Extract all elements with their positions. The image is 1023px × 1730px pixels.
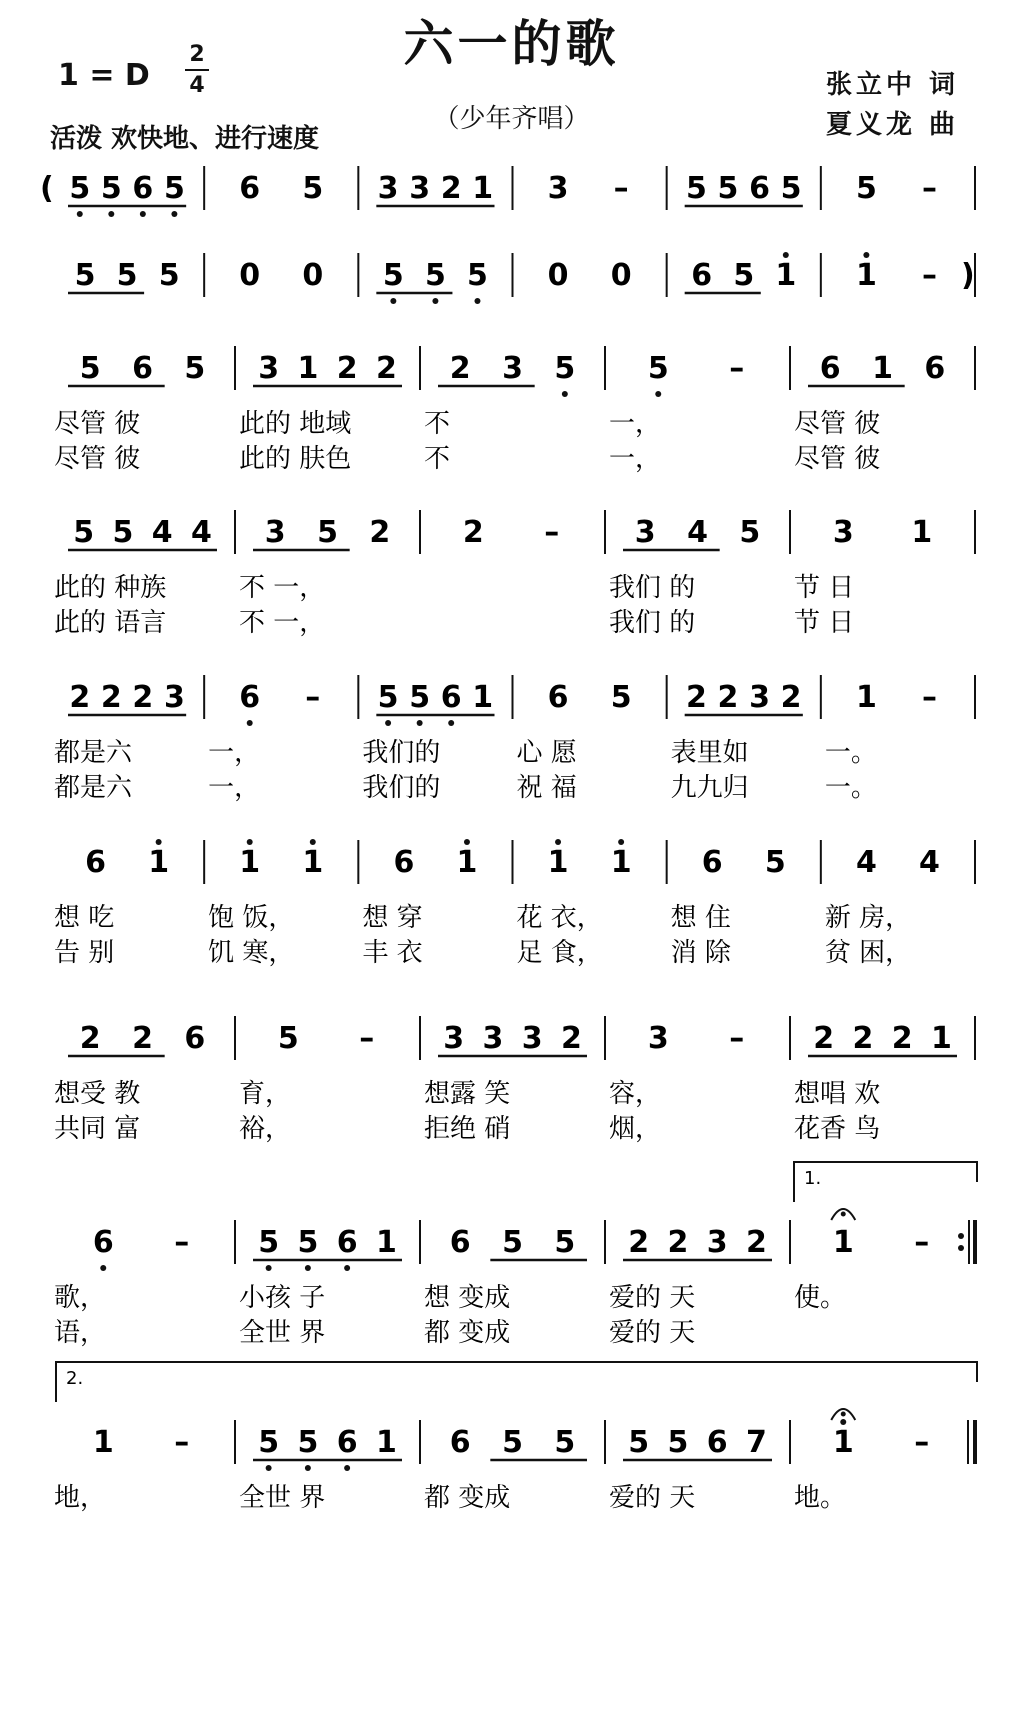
- note: 5: [73, 515, 95, 550]
- lyric: 此的 种族: [54, 573, 167, 603]
- note: 3: [634, 515, 656, 550]
- high-octave-dot: [618, 839, 624, 845]
- note: 5: [297, 1225, 319, 1260]
- note: 5: [733, 258, 755, 293]
- low-octave-dot: [655, 391, 661, 397]
- low-octave-dot: [344, 1465, 350, 1471]
- note: 6: [336, 1225, 358, 1260]
- note: 3: [521, 1021, 543, 1056]
- note: 1: [855, 680, 877, 715]
- lyric: 都 变成: [424, 1483, 511, 1513]
- low-octave-dot: [140, 211, 146, 217]
- note: 3: [547, 171, 569, 206]
- open-paren: (: [40, 171, 54, 206]
- note: 2: [369, 515, 391, 550]
- performance-note: （少年齐唱）: [433, 104, 590, 134]
- lyric: 想 吃: [54, 903, 115, 933]
- lyric: 表里如: [670, 738, 749, 768]
- note: 3: [264, 515, 286, 550]
- note: –: [359, 1021, 375, 1056]
- lyric: 全世 界: [239, 1318, 326, 1348]
- lyric: 想 住: [670, 903, 731, 933]
- lyric: 饱 饭，: [208, 903, 295, 933]
- note: 0: [302, 258, 324, 293]
- lyric: 新 房，: [824, 903, 912, 933]
- note: 7: [745, 1425, 767, 1460]
- note: 2: [79, 1021, 101, 1056]
- note: 2: [100, 680, 122, 715]
- note: 2: [375, 351, 397, 386]
- lyric: 不 一，: [239, 608, 326, 638]
- low-octave-dot: [77, 211, 83, 217]
- lyric: 此的 地域: [239, 409, 352, 439]
- note: 2: [852, 1021, 874, 1056]
- high-octave-dot: [247, 839, 253, 845]
- note: 3: [258, 351, 280, 386]
- high-octave-dot: [310, 839, 316, 845]
- low-octave-dot: [100, 1265, 106, 1271]
- note: 4: [855, 845, 877, 880]
- note: –: [921, 171, 937, 206]
- note: 5: [667, 1425, 689, 1460]
- note: 5: [467, 258, 488, 293]
- low-octave-dot: [562, 391, 568, 397]
- note: 2: [667, 1225, 689, 1260]
- note: 6: [92, 1225, 114, 1260]
- note: 1: [472, 680, 494, 715]
- lyric: 全世 界: [239, 1483, 326, 1513]
- note: –: [613, 171, 629, 206]
- lyric: 爱的 天: [609, 1483, 696, 1513]
- note: 1: [547, 845, 569, 880]
- note: 5: [112, 515, 134, 550]
- high-octave-dot: [156, 839, 162, 845]
- lyric: 不: [424, 444, 451, 474]
- note: 3: [749, 680, 770, 715]
- note: 5: [100, 171, 122, 206]
- lyric: 花 衣，: [516, 903, 603, 933]
- lyric: 饥 寒，: [208, 938, 295, 968]
- fermata-dot: [841, 1412, 846, 1417]
- note: 5: [686, 171, 707, 206]
- note: 6: [706, 1425, 728, 1460]
- lyric: 此的 语言: [54, 608, 167, 638]
- lyric: 告 别: [54, 938, 115, 968]
- note: 0: [610, 258, 632, 293]
- lyric: 我们 的: [609, 573, 696, 603]
- note: 4: [151, 515, 173, 550]
- note: 4: [687, 515, 708, 550]
- note: 6: [440, 680, 462, 715]
- note: 2: [462, 515, 484, 550]
- low-octave-dot: [432, 298, 438, 304]
- note: 6: [239, 171, 261, 206]
- note: 5: [554, 1425, 576, 1460]
- repeat-dot: [958, 1245, 964, 1251]
- note: 5: [628, 1425, 650, 1460]
- high-octave-dot: [783, 252, 789, 258]
- note: 5: [317, 515, 338, 550]
- lyric: 想受 教: [54, 1079, 141, 1109]
- low-octave-dot: [390, 298, 396, 304]
- note: –: [305, 680, 321, 715]
- lyric: 九九归: [670, 773, 749, 803]
- note: 2: [628, 1225, 650, 1260]
- lyric: 足 食，: [516, 938, 603, 968]
- note: 3: [377, 171, 399, 206]
- note: 5: [79, 351, 101, 386]
- note: 5: [610, 680, 632, 715]
- low-octave-dot: [305, 1265, 311, 1271]
- lyric: 我们的: [362, 773, 441, 803]
- note: 3: [502, 351, 523, 386]
- note: 1: [375, 1425, 397, 1460]
- lyric: 裕，: [239, 1114, 292, 1144]
- lyric: 地，: [54, 1483, 107, 1513]
- note: 5: [502, 1425, 523, 1460]
- note: –: [921, 258, 937, 293]
- lyric: 花香 鸟: [794, 1114, 881, 1144]
- note: 5: [764, 845, 786, 880]
- note: 6: [449, 1225, 471, 1260]
- lyric: 想 变成: [424, 1283, 511, 1313]
- note: 1: [930, 1021, 952, 1056]
- note: 1: [456, 845, 478, 880]
- note: 1: [832, 1225, 854, 1260]
- note: 2: [560, 1021, 582, 1056]
- note: 3: [443, 1021, 465, 1056]
- lyric: 我们的: [362, 738, 441, 768]
- high-octave-dot: [863, 252, 869, 258]
- note: 5: [502, 1225, 523, 1260]
- composer-credit: 夏义龙 曲: [825, 110, 959, 140]
- low-octave-dot: [385, 720, 391, 726]
- lyric: 都是六: [54, 738, 133, 768]
- lyric: 一，: [609, 409, 662, 439]
- low-octave-dot: [417, 720, 423, 726]
- lyric: 尽管 彼: [54, 409, 141, 439]
- note: 6: [132, 351, 153, 386]
- note: 6: [749, 171, 770, 206]
- lyric: 育，: [239, 1079, 292, 1109]
- low-octave-dot: [448, 720, 454, 726]
- lyric: 爱的 天: [609, 1283, 696, 1313]
- low-octave-dot: [266, 1465, 272, 1471]
- note: 5: [647, 351, 669, 386]
- note: –: [174, 1225, 190, 1260]
- note: 1: [911, 515, 933, 550]
- lyric: 想唱 欢: [794, 1079, 881, 1109]
- lyric: 都是六: [54, 773, 133, 803]
- low-octave-dot: [171, 211, 177, 217]
- volta-bracket: [56, 1362, 977, 1402]
- note: 0: [547, 258, 569, 293]
- note: 2: [745, 1225, 767, 1260]
- lyric: 心 愿: [516, 738, 577, 768]
- note: 6: [132, 171, 154, 206]
- note: 1: [775, 258, 797, 293]
- note: –: [544, 515, 560, 550]
- note: –: [174, 1425, 190, 1460]
- note: 1: [872, 351, 893, 386]
- close-paren: ): [961, 258, 975, 293]
- note: 5: [409, 680, 431, 715]
- volta-number: 1.: [804, 1168, 822, 1189]
- note: 1: [375, 1225, 397, 1260]
- high-octave-dot: [555, 839, 561, 845]
- note: 3: [647, 1021, 669, 1056]
- note: 1: [92, 1425, 114, 1460]
- note: 5: [554, 351, 576, 386]
- lyric: 此的 肤色: [239, 444, 352, 474]
- volta-number: 2.: [66, 1368, 84, 1389]
- note: 5: [382, 258, 404, 293]
- note: 2: [132, 680, 154, 715]
- note: 6: [547, 680, 569, 715]
- note: 5: [302, 171, 324, 206]
- note: 5: [184, 351, 206, 386]
- note: 2: [336, 351, 358, 386]
- note: 3: [163, 680, 185, 715]
- note: 2: [440, 171, 462, 206]
- time-bottom: 4: [189, 73, 205, 98]
- lyric: 尽管 彼: [54, 444, 141, 474]
- note: 5: [554, 1225, 576, 1260]
- note: 1: [855, 258, 877, 293]
- lyric: 我们 的: [609, 608, 696, 638]
- note: 4: [190, 515, 212, 550]
- note: 5: [717, 171, 739, 206]
- lyric: 共同 富: [54, 1114, 141, 1144]
- song-title: 六一的歌: [403, 15, 620, 73]
- lyric: 地。: [794, 1483, 847, 1513]
- lyric: 不: [424, 409, 451, 439]
- tempo-marking: 活泼 欢快地、进行速度: [50, 124, 320, 154]
- lyric: 节 日: [794, 573, 855, 603]
- lyric: 尽管 彼: [794, 444, 881, 474]
- note: 1: [148, 845, 170, 880]
- note: 2: [69, 680, 91, 715]
- lyric: 消 除: [670, 938, 731, 968]
- note: 5: [297, 1425, 319, 1460]
- lyric: 一，: [208, 773, 261, 803]
- high-octave-dot: [464, 839, 470, 845]
- note: 2: [686, 680, 707, 715]
- note: 1: [239, 845, 261, 880]
- note: 6: [336, 1425, 358, 1460]
- note: 5: [74, 258, 96, 293]
- note: 0: [239, 258, 261, 293]
- note: 1: [297, 351, 319, 386]
- note: 5: [158, 258, 180, 293]
- lyric: 尽管 彼: [794, 409, 881, 439]
- lyric: 歌，: [54, 1283, 107, 1313]
- note: 2: [132, 1021, 153, 1056]
- lyric: 语，: [54, 1318, 107, 1348]
- note: –: [914, 1425, 930, 1460]
- note: 5: [258, 1225, 280, 1260]
- note: 1: [610, 845, 632, 880]
- note: 6: [924, 351, 946, 386]
- lyric: 容，: [609, 1079, 662, 1109]
- lyric: 想 穿: [362, 903, 423, 933]
- lyric: 小孩 子: [239, 1283, 326, 1313]
- time-top: 2: [189, 42, 205, 67]
- note: 6: [239, 680, 261, 715]
- note: 6: [449, 1425, 471, 1460]
- note: 6: [691, 258, 713, 293]
- note: 5: [739, 515, 761, 550]
- note: 2: [780, 680, 802, 715]
- note: 3: [832, 515, 854, 550]
- lyric: 使。: [794, 1283, 847, 1313]
- note: 6: [393, 845, 415, 880]
- note: 5: [780, 171, 802, 206]
- fermata-dot: [841, 1212, 846, 1217]
- note: 5: [424, 258, 446, 293]
- lyric: 都 变成: [424, 1318, 511, 1348]
- low-octave-dot: [305, 1465, 311, 1471]
- key-signature: 1 = D: [58, 58, 150, 93]
- note: 3: [409, 171, 431, 206]
- lyric: 想露 笑: [424, 1079, 511, 1109]
- note: 5: [163, 171, 185, 206]
- note: –: [914, 1225, 930, 1260]
- note: 5: [277, 1021, 299, 1056]
- note: 2: [891, 1021, 913, 1056]
- lyric: 拒绝 硝: [424, 1114, 511, 1144]
- lyric: 贫 困，: [824, 938, 912, 968]
- lyric: 烟，: [609, 1114, 662, 1144]
- note: 5: [855, 171, 877, 206]
- lyric: 祝 福: [516, 773, 577, 803]
- low-octave-dot: [266, 1265, 272, 1271]
- lyric: 爱的 天: [609, 1318, 696, 1348]
- note: 1: [832, 1425, 854, 1460]
- note: 6: [85, 845, 106, 880]
- lyric: 丰 衣: [362, 938, 423, 968]
- note: –: [729, 1021, 745, 1056]
- low-octave-dot: [247, 720, 253, 726]
- note: 6: [184, 1021, 206, 1056]
- high-octave-dot: [840, 1419, 846, 1425]
- note: 2: [449, 351, 471, 386]
- note: 1: [472, 171, 494, 206]
- note: 3: [706, 1225, 728, 1260]
- note: 2: [717, 680, 739, 715]
- low-octave-dot: [108, 211, 114, 217]
- note: –: [921, 680, 937, 715]
- repeat-dot: [958, 1233, 964, 1239]
- volta-bracket: [794, 1162, 977, 1202]
- low-octave-dot: [474, 298, 480, 304]
- note: 4: [919, 845, 940, 880]
- note: 5: [116, 258, 138, 293]
- note: 5: [377, 680, 399, 715]
- lyricist-credit: 张立中 词: [825, 70, 959, 100]
- lyric: 不 一，: [239, 573, 326, 603]
- note: 3: [482, 1021, 504, 1056]
- note: 1: [302, 845, 324, 880]
- note: 6: [701, 845, 723, 880]
- lyric: 一，: [208, 738, 261, 768]
- low-octave-dot: [344, 1265, 350, 1271]
- note: –: [729, 351, 745, 386]
- note: 2: [813, 1021, 835, 1056]
- note: 6: [819, 351, 841, 386]
- lyric: 一。: [824, 773, 877, 803]
- note: 5: [258, 1425, 280, 1460]
- lyric: 一。: [824, 738, 877, 768]
- lyric: 节 日: [794, 608, 855, 638]
- note: 5: [69, 171, 91, 206]
- lyric: 一，: [609, 444, 662, 474]
